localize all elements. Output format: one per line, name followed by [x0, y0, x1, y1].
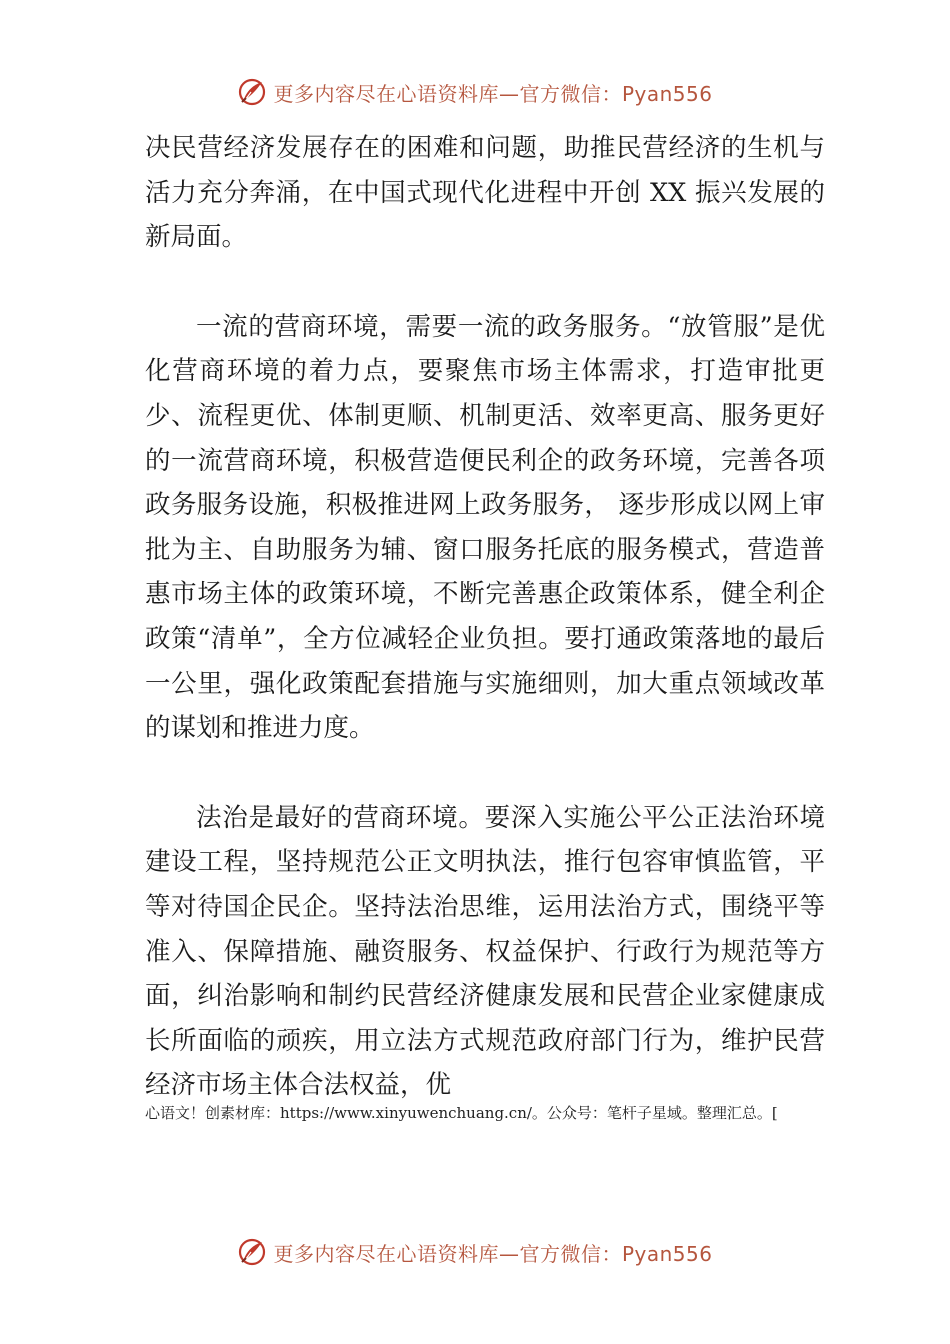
feather-pen-logo-icon — [237, 77, 267, 107]
footer-banner — [0, 1232, 950, 1272]
paragraph-1: 决民营经济发展存在的困难和问题，助推民营经济的生机与活力充分奔涌，在中国式现代化进程中开创 XX 振兴发展的新局面。 — [145, 133, 825, 253]
header-banner-text: 更多内容尽在心语资料库—官方微信：Pyan556 — [273, 81, 713, 106]
footer-note: 心语文！创素材库：https://www.xinyuwenchuang.cn/。公众号：笔杆子星域。整理汇总。[ — [145, 1104, 778, 1122]
feather-pen-logo-icon — [237, 1237, 267, 1267]
document-body — [145, 126, 825, 1108]
paragraph-2: 一流的营商环境，需要一流的政务服务。“放管服”是优化营商环境的着力点，要聚焦市场主体需求，打造审批更少、流程更优、体制更顺、机制更活、效率更高、服务更好的一流营商环境，积极营造便民利企的政务环境，完善各项政务服务设施，积极推进网上政务服务， 逐步形成以网上审批为主、自助服务为辅、窗口服务托底的服务模式，营造普惠市场主体的政策环境，不断完善惠企政策体系，健全利企政策“清单”，全方位减轻企业负担。要打通政策落地的最后一公里，强化政策配套措施与实施细则，加大重点领域改革的谋划和推进力度。 — [145, 311, 825, 744]
paragraph-3: 法治是最好的营商环境。要深入实施公平公正法治环境建设工程，坚持规范公正文明执法，推行包容审慎监管，平等对待国企民企。坚持法治思维，运用法治方式，围绕平等准入、保障措施、融资服务、权益保护、行政行为规范等方面，纠治影响和制约民营经济健康发展和民营企业家健康成长所面临的顽疾，用立法方式规范政府部门行为，维护民营经济市场主体合法权益，优 — [145, 802, 825, 1101]
footer-banner-text: 更多内容尽在心语资料库—官方微信：Pyan556 — [273, 1241, 713, 1266]
header-banner — [0, 72, 950, 112]
